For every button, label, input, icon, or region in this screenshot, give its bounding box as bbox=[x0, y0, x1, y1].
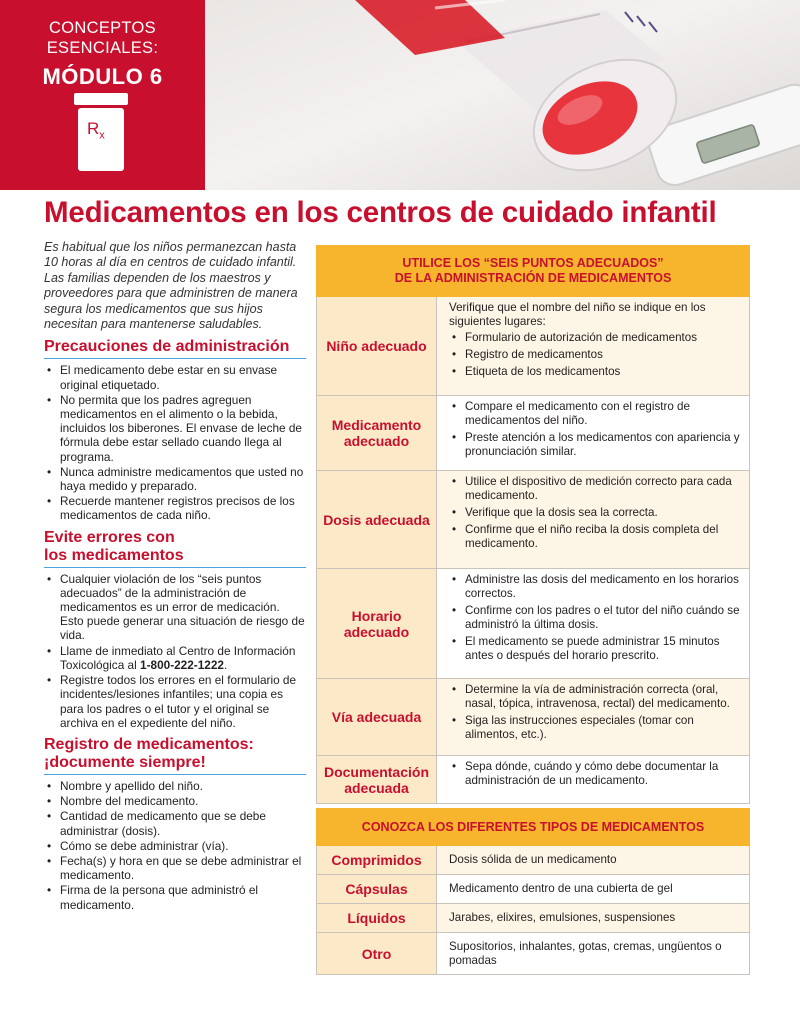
table-row bbox=[316, 569, 750, 679]
poison-center-phone[interactable]: 1-800-222-1222 bbox=[140, 657, 224, 672]
list-item: • Registro de medicamentos bbox=[449, 348, 741, 362]
left-column bbox=[44, 240, 306, 913]
table-row bbox=[316, 396, 750, 471]
row-label: Cápsulas bbox=[317, 875, 437, 903]
registro-heading-line-1: Registro de medicamentos: bbox=[44, 735, 254, 753]
module-kicker bbox=[0, 0, 205, 58]
row-label: Vía adecuada bbox=[317, 679, 437, 755]
row-list bbox=[449, 573, 741, 663]
table-row bbox=[316, 933, 750, 975]
precauciones-list bbox=[44, 363, 306, 522]
list-item: • No permita que los padres agreguen medicamentos en el alimento o la bebida, incluidos los biberones. El envase de leche de fórmula debe estar sellado cuando llega al programa. bbox=[44, 393, 306, 464]
six-rights-header-line-2: DE LA ADMINISTRACIÓN DE MEDICAMENTOS bbox=[394, 271, 672, 285]
row-label: Documentación adecuada bbox=[317, 756, 437, 803]
errores-heading-line-1: Evite errores con bbox=[44, 528, 175, 546]
list-item: • Administre las dosis del medicamento en los horarios correctos. bbox=[449, 573, 741, 601]
list-item: • Siga las instrucciones especiales (tomar con alimentos, etc.). bbox=[449, 714, 741, 742]
table-row bbox=[316, 679, 750, 756]
module-badge bbox=[0, 0, 205, 190]
six-rights-header-line-1: UTILICE LOS “SEIS PUNTOS ADECUADOS” bbox=[402, 256, 664, 270]
list-item: • Preste atención a los medicamentos con apariencia y pronunciación similar. bbox=[449, 431, 741, 459]
list-item: • Utilice el dispositivo de medición correcto para cada medicamento. bbox=[449, 475, 741, 503]
table-row bbox=[316, 904, 750, 933]
list-item: • Recuerde mantener registros precisos de los medicamentos de cada niño. bbox=[44, 494, 306, 522]
list-item: • Cantidad de medicamento que se debe administrar (dosis). bbox=[44, 809, 306, 837]
row-label: Horario adecuado bbox=[317, 569, 437, 678]
six-rights-table bbox=[316, 245, 750, 804]
row-content bbox=[437, 396, 749, 470]
list-item: • Confirme con los padres o el tutor del niño cuándo se administró la última dosis. bbox=[449, 604, 741, 632]
row-label: Líquidos bbox=[317, 904, 437, 932]
medicine-spoon-illustration bbox=[205, 0, 800, 190]
registro-heading-line-2: ¡documente siempre! bbox=[44, 753, 206, 771]
medication-types-table bbox=[316, 808, 750, 975]
row-list bbox=[449, 400, 741, 459]
row-content bbox=[437, 569, 749, 678]
row-content: Jarabes, elixires, emulsiones, suspensiones bbox=[437, 904, 749, 932]
row-content: Supositorios, inhalantes, gotas, cremas, ungüentos o pomadas bbox=[437, 933, 749, 974]
medicine-spoon-photo bbox=[205, 0, 800, 190]
row-content: Medicamento dentro de una cubierta de gel bbox=[437, 875, 749, 903]
list-item: • El medicamento se puede administrar 15 minutos antes o después del horario prescrito. bbox=[449, 635, 741, 663]
row-content: Dosis sólida de un medicamento bbox=[437, 846, 749, 874]
row-content bbox=[437, 679, 749, 755]
registro-heading bbox=[44, 736, 306, 775]
table-row bbox=[316, 875, 750, 904]
list-item: • Determine la vía de administración correcta (oral, nasal, tópica, intravenosa, rectal) del medicamento. bbox=[449, 683, 741, 711]
module-number: MÓDULO 6 bbox=[42, 64, 163, 89]
list-item: • Confirme que el niño reciba la dosis completa del medicamento. bbox=[449, 523, 741, 551]
row-list bbox=[449, 760, 741, 788]
row-label: Medicamento adecuado bbox=[317, 396, 437, 470]
table-row bbox=[316, 756, 750, 804]
medication-types-header: CONOZCA LOS DIFERENTES TIPOS DE MEDICAMENTOS bbox=[316, 808, 750, 846]
row-list bbox=[449, 683, 741, 742]
list-item: • Nunca administre medicamentos que usted no haya medido y preparado. bbox=[44, 465, 306, 493]
bottle-cap bbox=[74, 93, 128, 105]
list-item: • Sepa dónde, cuándo y cómo debe documentar la administración de un medicamento. bbox=[449, 760, 741, 788]
table-row bbox=[316, 846, 750, 875]
list-item: • Verifique que la dosis sea la correcta. bbox=[449, 506, 741, 520]
list-item: • Cualquier violación de los “seis puntos adecuados” de la administración de medicamentos es un error de medicación. Esto puede generar una situación de riesgo de vida. bbox=[44, 572, 306, 643]
list-item: • Nombre y apellido del niño. bbox=[44, 779, 306, 793]
kicker-line-1: CONCEPTOS bbox=[49, 19, 156, 37]
rx-sub: x bbox=[99, 129, 105, 142]
list-item bbox=[44, 644, 306, 672]
header-banner bbox=[0, 0, 800, 190]
rx-label bbox=[87, 119, 105, 141]
errores-heading bbox=[44, 529, 306, 568]
row-label: Otro bbox=[317, 933, 437, 974]
poison-center-end: . bbox=[223, 657, 228, 672]
list-item: • Registre todos los errores en el formulario de incidentes/lesiones infantiles; una copia es para los padres o el tutor y el original se archiva en el expediente del niño. bbox=[44, 673, 306, 730]
list-item: • Firma de la persona que administró el medicamento. bbox=[44, 883, 306, 911]
table-row bbox=[316, 471, 750, 569]
row-list bbox=[449, 475, 741, 551]
intro-paragraph: Es habitual que los niños permanezcan hasta 10 horas al día en centros de cuidado infantil. Las familias dependen de los maestros y proveedores para que administren de manera segura los medicamentos que sus hijos necesitan para mantenerse saludables. bbox=[44, 240, 298, 332]
row-label: Comprimidos bbox=[317, 846, 437, 874]
row-label: Niño adecuado bbox=[317, 297, 437, 395]
errores-list bbox=[44, 572, 306, 730]
list-item: • Etiqueta de los medicamentos bbox=[449, 365, 741, 379]
rx-letter: R bbox=[87, 119, 100, 138]
list-item: • El medicamento debe estar en su envase original etiquetado. bbox=[44, 363, 306, 391]
row-content bbox=[437, 756, 749, 803]
list-item: • Nombre del medicamento. bbox=[44, 794, 306, 808]
page-title: Medicamentos en los centros de cuidado infantil bbox=[44, 196, 717, 229]
list-item: • Cómo se debe administrar (vía). bbox=[44, 839, 306, 853]
poison-center-text: Llame de inmediato al Centro de Información Toxicológica al bbox=[60, 643, 296, 672]
row-intro: Verifique que el nombre del niño se indique en los siguientes lugares: bbox=[449, 301, 706, 328]
errores-heading-line-2: los medicamentos bbox=[44, 546, 184, 564]
kicker-line-2: ESENCIALES: bbox=[46, 39, 159, 57]
precauciones-heading: Precauciones de administración bbox=[44, 338, 306, 359]
table-row bbox=[316, 297, 750, 396]
prescription-bottle-icon bbox=[72, 93, 130, 173]
row-label: Dosis adecuada bbox=[317, 471, 437, 568]
six-rights-header bbox=[316, 245, 750, 297]
row-list bbox=[449, 331, 741, 379]
registro-list bbox=[44, 779, 306, 912]
list-item: • Fecha(s) y hora en que se debe administrar el medicamento. bbox=[44, 854, 306, 882]
row-content bbox=[437, 471, 749, 568]
list-item: • Formulario de autorización de medicamentos bbox=[449, 331, 741, 345]
list-item: • Compare el medicamento con el registro de medicamentos del niño. bbox=[449, 400, 741, 428]
row-content bbox=[437, 297, 749, 395]
